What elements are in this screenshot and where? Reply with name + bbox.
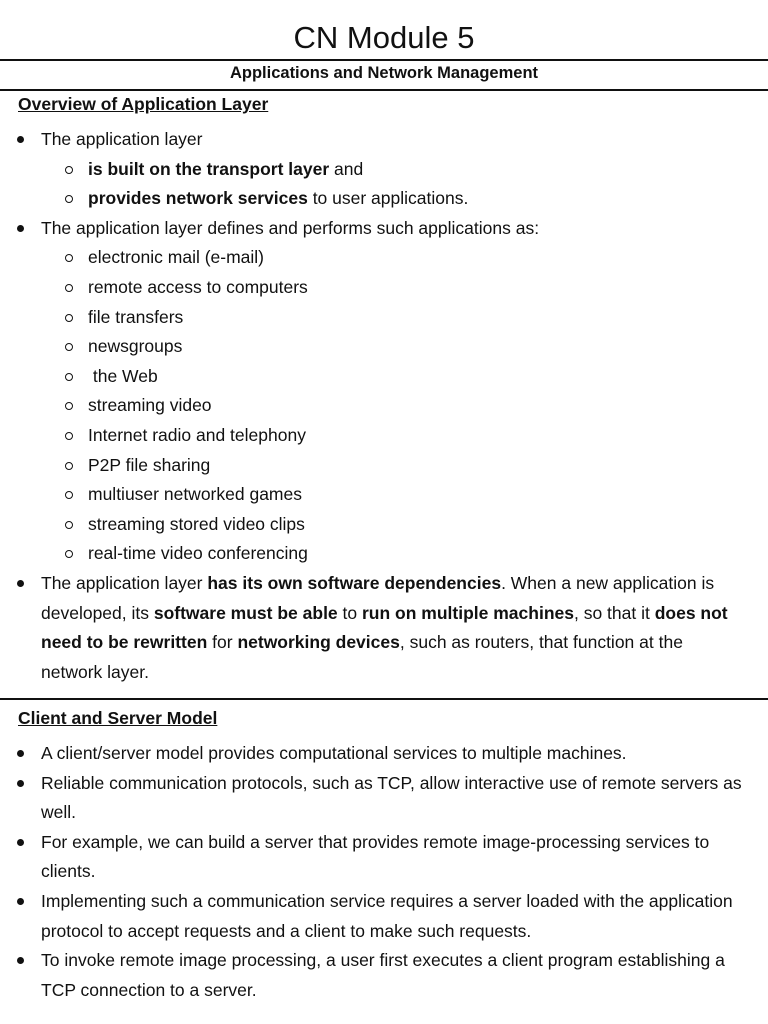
bullet-text: , such as routers, that function at the network layer. bbox=[41, 632, 683, 682]
hollow-circle-icon bbox=[65, 166, 73, 174]
bold-text: run on multiple machines bbox=[362, 602, 574, 623]
bullet-text: For example, we can build a server that provides remote image-processing services to clients. bbox=[41, 831, 710, 882]
bullet-text: The application layer bbox=[41, 572, 208, 593]
bullet-dot-icon bbox=[17, 839, 24, 846]
sub-bullet-item bbox=[0, 391, 768, 421]
hollow-circle-icon bbox=[65, 373, 73, 381]
bullet-dot-icon bbox=[17, 750, 24, 757]
bullet-item bbox=[0, 887, 768, 946]
bullet-text: for bbox=[207, 632, 238, 653]
section-divider bbox=[0, 698, 768, 700]
client-server-list bbox=[0, 739, 768, 1005]
hollow-circle-icon bbox=[65, 550, 73, 558]
bullet-dot-icon bbox=[17, 580, 24, 587]
bullet-item bbox=[0, 214, 768, 244]
hollow-circle-icon bbox=[65, 462, 73, 470]
bold-text: has its own software dependencies bbox=[207, 572, 502, 593]
section-heading-client-server: Client and Server Model bbox=[18, 708, 218, 728]
bullet-dot-icon bbox=[17, 780, 24, 787]
sub-bullet-text: streaming video bbox=[88, 395, 212, 416]
sub-bullet-item bbox=[0, 184, 768, 214]
hollow-circle-icon bbox=[65, 195, 73, 203]
sub-bullet-text: electronic mail (e-mail) bbox=[88, 247, 265, 268]
bullet-text: To invoke remote image processing, a user first executes a client program establishing a TCP connection to a server. bbox=[41, 950, 725, 1000]
hollow-circle-icon bbox=[65, 284, 73, 292]
overview-list bbox=[0, 125, 768, 687]
module-subtitle: Applications and Network Management bbox=[229, 64, 539, 82]
bullet-dot-icon bbox=[17, 957, 24, 964]
sub-bullet-text: Internet radio and telephony bbox=[88, 424, 306, 445]
bullet-text: , so that it bbox=[573, 602, 655, 623]
bullet-text: . When a new application is developed, its bbox=[41, 572, 715, 623]
bullet-text: The application layer defines and performs such applications as: bbox=[41, 217, 540, 238]
bullet-item bbox=[0, 569, 768, 687]
bullet-dot-icon bbox=[17, 136, 24, 143]
bullet-item bbox=[0, 739, 768, 769]
sub-bullet-item bbox=[0, 332, 768, 362]
sub-bullet-item bbox=[0, 421, 768, 451]
sub-bullet-item bbox=[0, 539, 768, 569]
sub-bullet-item bbox=[0, 273, 768, 303]
bold-text: provides network services bbox=[88, 188, 308, 209]
hollow-circle-icon bbox=[65, 343, 73, 351]
bold-text: does not need to be rewritten bbox=[41, 602, 728, 653]
bullet-item bbox=[0, 125, 768, 155]
title-divider bbox=[0, 59, 768, 61]
sub-bullet-text: multiuser networked games bbox=[88, 484, 302, 505]
sub-bullet-text: the Web bbox=[88, 365, 158, 386]
bullet-text: Reliable communication protocols, such as TCP, allow interactive use of remote servers as well. bbox=[41, 772, 742, 823]
bullet-text: to bbox=[337, 602, 362, 623]
sub-bullet-item bbox=[0, 155, 768, 185]
hollow-circle-icon bbox=[65, 491, 73, 499]
bullet-text: A client/server model provides computational services to multiple machines. bbox=[41, 743, 627, 763]
subtitle-divider bbox=[0, 89, 768, 91]
bullet-item bbox=[0, 946, 768, 1005]
sub-bullet-text: to user applications. bbox=[307, 188, 469, 209]
bullet-dot-icon bbox=[17, 898, 24, 905]
sub-bullet-text: and bbox=[329, 158, 364, 179]
bold-text: networking devices bbox=[237, 632, 400, 653]
sub-bullet-text: newsgroups bbox=[88, 336, 183, 357]
sub-bullet-text: real-time video conferencing bbox=[88, 543, 308, 564]
hollow-circle-icon bbox=[65, 432, 73, 440]
hollow-circle-icon bbox=[65, 402, 73, 410]
hollow-circle-icon bbox=[65, 314, 73, 322]
document-title: CN Module 5 bbox=[293, 20, 475, 55]
bullet-dot-icon bbox=[17, 225, 24, 232]
hollow-circle-icon bbox=[65, 254, 73, 262]
sub-bullet-text: remote access to computers bbox=[88, 276, 308, 297]
sub-bullet-item bbox=[0, 243, 768, 273]
bullet-item bbox=[0, 769, 768, 828]
sub-bullet-text: P2P file sharing bbox=[88, 454, 211, 475]
sub-bullet-item bbox=[0, 480, 768, 510]
sub-bullet-text: file transfers bbox=[88, 306, 184, 327]
bullet-item bbox=[0, 828, 768, 887]
sub-bullet-item bbox=[0, 510, 768, 540]
sub-bullet-text: streaming stored video clips bbox=[88, 513, 305, 534]
sub-bullet-item bbox=[0, 362, 768, 392]
sub-bullet-item bbox=[0, 303, 768, 333]
bold-text: is built on the transport layer bbox=[88, 158, 330, 179]
bullet-text: The application layer bbox=[41, 129, 203, 149]
section-heading-overview: Overview of Application Layer bbox=[18, 94, 269, 114]
bold-text: software must be able bbox=[153, 602, 338, 623]
sub-bullet-item bbox=[0, 451, 768, 481]
bullet-text: Implementing such a communication service requires a server loaded with the application protocol to accept requests and a client to make such requests. bbox=[41, 890, 733, 941]
hollow-circle-icon bbox=[65, 521, 73, 529]
